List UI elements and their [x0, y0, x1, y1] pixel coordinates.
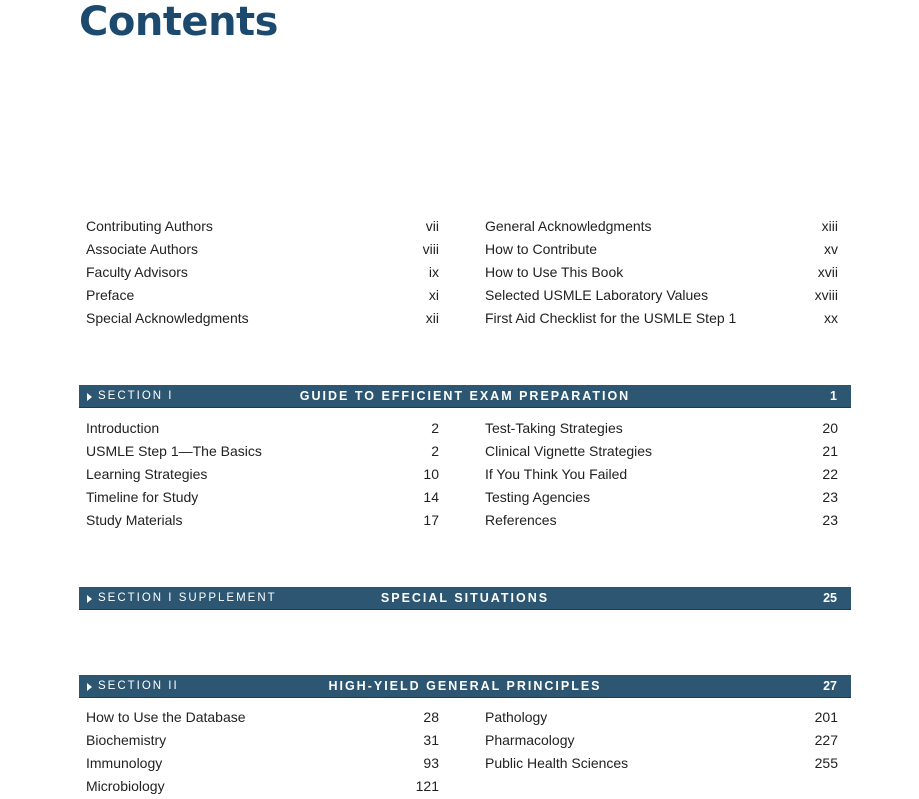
page-title: Contents	[79, 0, 278, 45]
toc-entry-page: 22	[822, 465, 838, 482]
toc-entry[interactable]	[485, 306, 838, 329]
toc-entry-page: ix	[428, 263, 439, 280]
section-heading: SPECIAL SITUATIONS	[380, 591, 550, 605]
section-heading: GUIDE TO EFFICIENT EXAM PREPARATION	[299, 389, 631, 403]
toc-entry-page: 28	[423, 708, 439, 725]
toc-entry-title: Selected USMLE Laboratory Values	[485, 286, 709, 303]
toc-entry[interactable]	[485, 237, 838, 260]
section-page-number: 1	[830, 389, 837, 403]
toc-entry[interactable]	[86, 416, 439, 439]
toc-entry-page: xii	[425, 309, 439, 326]
toc-entry-page: 14	[423, 488, 439, 505]
toc-entry-title: References	[485, 511, 557, 528]
toc-entry[interactable]	[86, 306, 439, 329]
toc-entry[interactable]	[485, 728, 838, 751]
toc-entry-page: xiii	[821, 217, 838, 234]
toc-entry[interactable]	[86, 260, 439, 283]
toc-entry-title: Biochemistry	[86, 731, 167, 748]
toc-entry-title: Faculty Advisors	[86, 263, 188, 280]
front-matter-list	[86, 214, 838, 329]
toc-entry-title: If You Think You Failed	[485, 465, 628, 482]
toc-entry-page: 23	[822, 488, 838, 505]
toc-entry-page: vii	[425, 217, 439, 234]
toc-entry[interactable]	[86, 439, 439, 462]
front-matter-right-column	[485, 214, 838, 329]
toc-entry[interactable]	[86, 751, 439, 774]
toc-entry-title: Immunology	[86, 754, 163, 771]
toc-entry-page: 2	[431, 442, 439, 459]
toc-entry-title: Study Materials	[86, 511, 183, 528]
toc-entry[interactable]	[86, 462, 439, 485]
toc-entry-title: USMLE Step 1—The Basics	[86, 442, 262, 459]
toc-entry-title: Associate Authors	[86, 240, 199, 257]
toc-entry[interactable]	[485, 462, 838, 485]
toc-entry-title: Pharmacology	[485, 731, 575, 748]
toc-entry-title: How to Use This Book	[485, 263, 624, 280]
toc-entry[interactable]	[485, 485, 838, 508]
toc-entry-page: 31	[423, 731, 439, 748]
section-label-text: SECTION I	[98, 390, 174, 402]
toc-entry-page: 20	[822, 419, 838, 436]
toc-entry-page: xi	[428, 286, 439, 303]
toc-entry[interactable]	[86, 237, 439, 260]
section-2-list	[86, 705, 838, 797]
section-2-left-column	[86, 705, 439, 797]
toc-entry-page: 255	[814, 754, 838, 771]
toc-entry-title: How to Use the Database	[86, 708, 246, 725]
toc-entry-page: 21	[822, 442, 838, 459]
toc-entry[interactable]	[485, 705, 838, 728]
toc-entry[interactable]	[86, 485, 439, 508]
section-1-right-column	[485, 416, 838, 531]
front-matter-left-column	[86, 214, 439, 329]
section-2-right-column	[485, 705, 838, 774]
toc-entry[interactable]	[86, 508, 439, 531]
toc-entry-page: 17	[423, 511, 439, 528]
section-1-left-column	[86, 416, 439, 531]
section-header-section-2[interactable]	[79, 675, 851, 698]
toc-entry[interactable]	[86, 728, 439, 751]
toc-entry[interactable]	[485, 283, 838, 306]
toc-entry-title: Special Acknowledgments	[86, 309, 249, 326]
section-header-section-1-supplement[interactable]	[79, 587, 851, 610]
toc-entry-title: Learning Strategies	[86, 465, 208, 482]
toc-entry-page: viii	[422, 240, 439, 257]
toc-entry[interactable]	[485, 439, 838, 462]
toc-entry-title: Contributing Authors	[86, 217, 213, 234]
toc-entry-page: xvii	[817, 263, 838, 280]
toc-entry-title: How to Contribute	[485, 240, 598, 257]
section-page-number: 25	[823, 591, 837, 605]
toc-entry-title: Preface	[86, 286, 135, 303]
toc-entry-title: Microbiology	[86, 777, 165, 794]
toc-entry-title: Timeline for Study	[86, 488, 199, 505]
toc-entry-title: Testing Agencies	[485, 488, 591, 505]
toc-entry[interactable]	[485, 751, 838, 774]
toc-entry-title: Pathology	[485, 708, 548, 725]
toc-entry[interactable]	[86, 774, 439, 797]
toc-entry-page: xviii	[814, 286, 838, 303]
toc-entry[interactable]	[86, 283, 439, 306]
section-page-number: 27	[823, 679, 837, 693]
toc-entry-page: 121	[415, 777, 439, 794]
toc-entry[interactable]	[86, 214, 439, 237]
toc-entry-page: 201	[814, 708, 838, 725]
section-label-text: SECTION II	[98, 680, 179, 692]
toc-entry-page: 227	[814, 731, 838, 748]
section-header-section-1[interactable]	[79, 385, 851, 408]
toc-entry[interactable]	[485, 214, 838, 237]
toc-entry[interactable]	[485, 508, 838, 531]
toc-entry[interactable]	[485, 416, 838, 439]
toc-entry-title: Clinical Vignette Strategies	[485, 442, 653, 459]
toc-entry-title: Introduction	[86, 419, 160, 436]
toc-entry[interactable]	[86, 705, 439, 728]
toc-entry-page: 93	[423, 754, 439, 771]
toc-entry-page: 23	[822, 511, 838, 528]
section-label-text: SECTION I SUPPLEMENT	[98, 592, 277, 604]
toc-entry-page: 10	[423, 465, 439, 482]
toc-entry[interactable]	[485, 260, 838, 283]
toc-entry-title: First Aid Checklist for the USMLE Step 1	[485, 309, 737, 326]
section-heading: HIGH-YIELD GENERAL PRINCIPLES	[328, 679, 602, 693]
toc-entry-page: xv	[824, 240, 838, 257]
toc-entry-title: Test-Taking Strategies	[485, 419, 623, 436]
toc-entry-title: General Acknowledgments	[485, 217, 652, 234]
section-1-list	[86, 416, 838, 531]
toc-entry-page: 2	[431, 419, 439, 436]
toc-entry-title: Public Health Sciences	[485, 754, 629, 771]
toc-entry-page: xx	[824, 309, 838, 326]
